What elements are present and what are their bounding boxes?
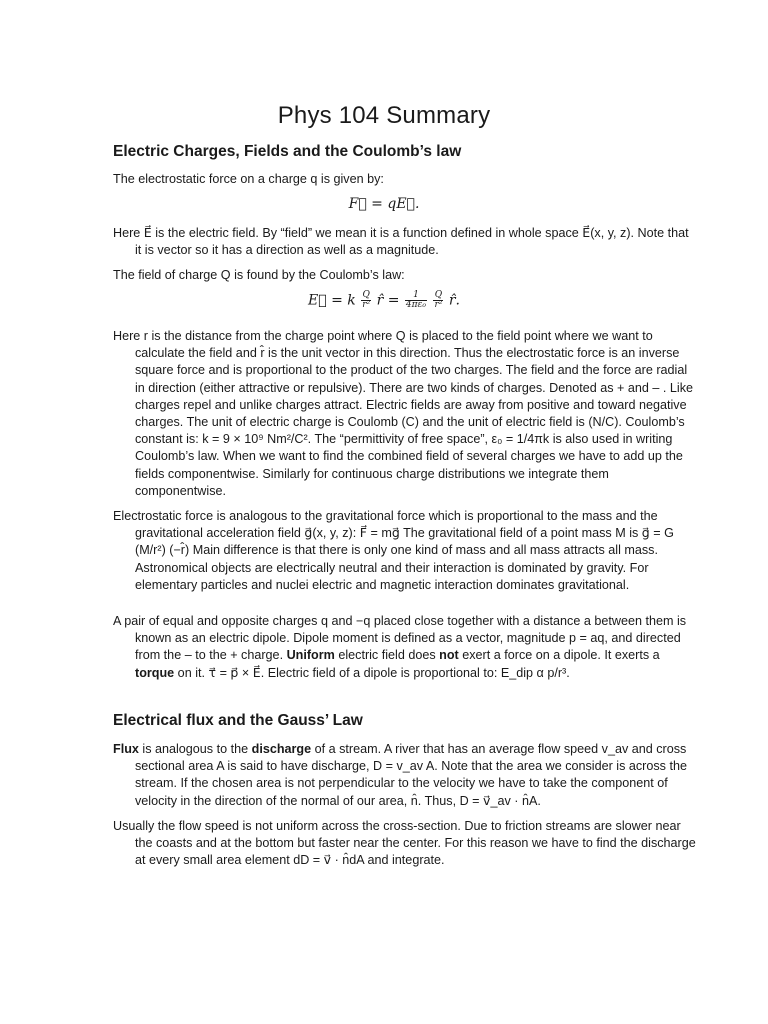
- flux-bold-flux: Flux: [113, 742, 139, 756]
- dipole-bold-not: not: [439, 648, 459, 663]
- fraction-numerator: Q: [434, 290, 443, 300]
- equation-coulomb-rhs: r̂.: [448, 292, 460, 309]
- paragraph-coulomb-intro: The field of charge Q is found by the Coulomb’s law:: [113, 268, 405, 282]
- fraction-q-over-r2: [361, 291, 371, 310]
- fraction-q-over-r2-second: [433, 291, 443, 310]
- paragraph-electric-field: Here E⃗ is the electric field. By “field” we mean it is a function defined in whole space E⃗(x, y, z). Note that it is vector so it has a direction as well as a magnitude.: [113, 226, 689, 258]
- paragraph-force-intro: The electrostatic force on a charge q is given by:: [113, 172, 384, 186]
- dipole-text-c: electric field does: [334, 648, 440, 663]
- dipole-bold-uniform: Uniform: [286, 648, 335, 663]
- section-heading-coulomb: Electric Charges, Fields and the Coulomb’s law: [113, 143, 462, 160]
- equation-coulomb: [0, 291, 768, 310]
- section-heading-gauss: Electrical flux and the Gauss’ Law: [113, 712, 363, 729]
- equation-coulomb-lhs: E⃗ = k: [308, 292, 356, 309]
- dipole-text-a: A pair of equal and opposite charges q and −q placed close together with a distance a between them is known as an electric dipole. Dipole moment is defined as a vector, magnitude p = aq, and directed from the – to the + charge.: [113, 614, 687, 663]
- fraction-numerator: Q: [362, 290, 370, 300]
- dipole-text-e: on it. τ⃗ = p⃗ × E⃗. Electric field of a dipole is proportional to: E_dip α p/r³.: [174, 665, 570, 680]
- paragraph-dipole: [113, 613, 697, 682]
- paragraph-flow-speed: Usually the flow speed is not uniform across the cross-section. Due to friction streams are slower near the coasts and at the bottom but faster near the center. For this reason we have to find the discharge at every small area element dD = v⃗ · n̂dA and integrate.: [113, 819, 696, 868]
- paragraph-gravity-analogy: Electrostatic force is analogous to the gravitational force which is proportional to the mass and the gravitational acceleration field g⃗(x, y, z): F⃗ = mg⃗ The gravitational field of a point mass M is g⃗ = G (M/r²) (−r̂) Main difference is that there is only one kind of mass and all mass attracts all mass. Astronomical objects are electrically neutral and their interaction is dominated by gravity. For elementary particles and nuclei electric and magnetic interaction dominates gravitational.: [113, 509, 674, 592]
- fraction-one-over-4pi-eps: [405, 291, 427, 310]
- equation-coulomb-mid: r̂ =: [376, 292, 400, 309]
- equation-force: F⃗ = qE⃗.: [348, 196, 420, 212]
- flux-text-b: of a stream. A river that has an average flow speed v_av and cross sectional area A is said to have discharge, D = v_av A. Note that the area we consider is across the stream. If the chosen area is not perpendicular to the velocity we have to take the component of velocity in the direction of the normal of our area, n̂. Thus, D = v⃗_av · n̂A.: [135, 742, 687, 808]
- fraction-denominator: r²: [362, 300, 371, 310]
- flux-text-a: is analogous to the: [138, 742, 252, 756]
- paragraph-coulomb-details: Here r is the distance from the charge point where Q is placed to the field point where we want to calculate the field and r̂ is the unit vector in this direction. Thus the electrostatic force is an inverse square force and is proportional to the product of the two charges. The field and the force are radial in direction (either attractive or repulsive). There are two kinds of charges. Denoted as + and – . Like charges repel and unlike charges attract. Electric fields are away from positive and toward negative charges. The unit of electric charge is Coulomb (C) and the unit of electric field is (N/C). Coulomb’s constant is: k = 9 × 10⁹ Nm²/C². The “permittivity of free space”, ε₀ = 1/4πk is also used in writing Coulomb’s law. When we want to find the combined field of several charges we have to add up the fields componentwise. Similarly for continuous charge distributions we integrate them componentwise.: [113, 329, 694, 498]
- fraction-numerator: 1: [405, 291, 427, 301]
- dipole-text-d: exert a force on a dipole. It exerts a: [458, 648, 660, 663]
- flux-bold-discharge: discharge: [251, 742, 312, 756]
- page-title: Phys 104 Summary: [277, 102, 491, 129]
- paragraph-flux: [113, 741, 697, 810]
- fraction-denominator: 4πε₀: [405, 300, 426, 310]
- dipole-bold-torque: torque: [135, 665, 175, 680]
- fraction-denominator: r²: [434, 300, 443, 310]
